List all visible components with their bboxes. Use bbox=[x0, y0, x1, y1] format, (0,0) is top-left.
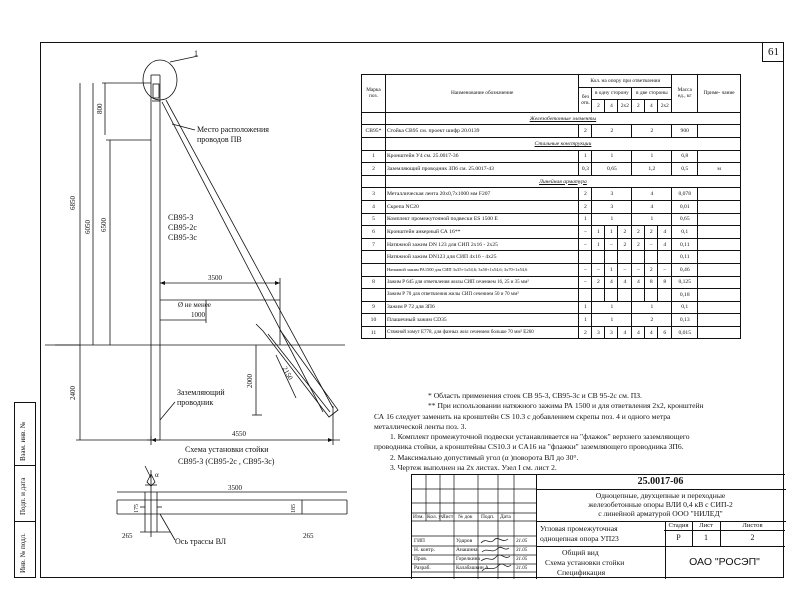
row-qty: 2 bbox=[645, 226, 658, 239]
spec-row bbox=[362, 163, 741, 176]
row-mass: 900 bbox=[672, 125, 698, 138]
row-qty: 1 bbox=[579, 150, 592, 163]
sheet-number: 61 bbox=[762, 42, 784, 62]
row-qty: 4 bbox=[632, 200, 672, 213]
row-mark bbox=[362, 251, 386, 264]
spec-row bbox=[362, 213, 741, 226]
role-gip-date: 31.05 bbox=[516, 539, 528, 544]
row-name: Натяжной зажим DN123 для СИП 4х16 - 4х25 bbox=[385, 251, 579, 264]
row-qty: 2 bbox=[632, 226, 645, 239]
row-qty: 2 bbox=[592, 125, 632, 138]
section-steel-label: Стальные конструкции bbox=[385, 137, 740, 150]
row-note bbox=[698, 226, 741, 239]
rev-col-sheet: Лист bbox=[442, 514, 454, 520]
spec-row bbox=[362, 200, 741, 213]
role-nkontr-date: 31.05 bbox=[516, 548, 528, 553]
row-qty: 1 bbox=[592, 238, 605, 251]
note-line: СА 16 следует заменить на кронштейн CS 10.3 с добавлением скрепы поз. 4 и одного метра bbox=[374, 411, 671, 421]
spec-row bbox=[362, 301, 741, 314]
row-mass: 0,1 bbox=[672, 301, 698, 314]
rev-col-qty: Кол. уч bbox=[427, 514, 444, 520]
hdr-one-side: в одну сторону bbox=[592, 87, 632, 100]
hdr-c4b: 4 bbox=[645, 100, 658, 113]
hdr-qty: Кол. на опору при ответвлении bbox=[579, 75, 672, 88]
row-qty: 4 bbox=[645, 326, 658, 339]
role-razrab-name: Калабашкин А. bbox=[456, 565, 490, 571]
row-qty bbox=[579, 251, 592, 264]
plan-dim-175: 175 bbox=[134, 504, 140, 513]
row-qty: 4 bbox=[605, 276, 618, 289]
scheme-title-line2: СВ95-3 (СВ95-2с , СВ95-3с) bbox=[178, 457, 275, 466]
stage-label: Стадия bbox=[668, 522, 689, 529]
role-prov-name: Горелкина bbox=[456, 556, 480, 562]
row-qty: 2 bbox=[579, 125, 592, 138]
row-qty: 4 bbox=[658, 238, 672, 251]
part-title-line1: Угловая промежуточная bbox=[540, 524, 618, 533]
row-qty: – bbox=[579, 276, 592, 289]
row-qty: 3 bbox=[605, 326, 618, 339]
title-block bbox=[411, 474, 785, 579]
note-line: * Область применения стоек СВ 95-3, СВ95-3с и СВ 95-2с см. ПЗ. bbox=[428, 391, 642, 400]
row-mark: 10 bbox=[362, 314, 386, 327]
dim-3500: 3500 bbox=[208, 274, 222, 282]
hdr-c2x2b: 2х2 bbox=[658, 100, 672, 113]
row-qty: 4 bbox=[658, 226, 672, 239]
row-mark: 1 bbox=[362, 150, 386, 163]
rev-col-sign: Подп. bbox=[481, 514, 495, 520]
spec-row bbox=[362, 150, 741, 163]
row-note bbox=[698, 238, 741, 251]
dim-6500: 6500 bbox=[100, 218, 108, 232]
row-name: Кронштейн У4 см. 25.0017-36 bbox=[385, 150, 579, 163]
pole-type-1: СВ95-3 bbox=[168, 213, 194, 222]
row-qty: 1 bbox=[632, 150, 672, 163]
hdr-two-sides: в две стороны bbox=[632, 87, 672, 100]
hdr-c2b: 2 bbox=[632, 100, 645, 113]
row-qty: 2 bbox=[645, 263, 658, 276]
role-razrab: Разраб. bbox=[414, 565, 431, 571]
row-mark: 9 bbox=[362, 301, 386, 314]
row-qty: – bbox=[579, 238, 592, 251]
row-mark bbox=[362, 289, 386, 302]
plan-dim-185: 185 bbox=[291, 504, 297, 513]
row-qty: 0,65 bbox=[592, 163, 632, 176]
row-qty: 1 bbox=[579, 213, 592, 226]
role-prov-date: 31.05 bbox=[516, 557, 528, 562]
dim-2150: 2150 bbox=[280, 365, 295, 382]
row-qty: 8 bbox=[658, 276, 672, 289]
row-name: Стяжной хомут Е778, для фазных жил сечением больше 70 мм² Е260 bbox=[385, 326, 579, 339]
doc-desc-line3: с линейной арматурой ООО "НИЛЕД" bbox=[598, 509, 723, 518]
row-mass: 0,11 bbox=[672, 251, 698, 264]
spec-row bbox=[362, 289, 741, 302]
note-line: 3. Чертеж выполнен на 2х листах. Узел I см. лист 2. bbox=[390, 463, 557, 473]
row-qty bbox=[592, 251, 605, 264]
row-qty: 2 bbox=[632, 125, 672, 138]
row-qty: 1 bbox=[592, 314, 632, 327]
note-line: 1. Комплект промежуточной подвески устанавливается на "флажок" верхнего заземляющего bbox=[390, 432, 690, 442]
dim-2400: 2400 bbox=[69, 386, 77, 400]
dim-1000: 1000 bbox=[191, 311, 205, 319]
row-note: м bbox=[698, 163, 741, 176]
row-qty: 2 bbox=[579, 326, 592, 339]
row-note bbox=[698, 326, 741, 339]
row-qty bbox=[658, 289, 672, 302]
row-qty: 2 bbox=[618, 238, 632, 251]
spec-row bbox=[362, 238, 741, 251]
spec-row bbox=[362, 188, 741, 201]
row-name: Зажим Р 645 для ответвления жилы СИП сечением 16, 25 и 35 мм² bbox=[385, 276, 579, 289]
hdr-mark: Марка поз. bbox=[362, 75, 386, 113]
pole-type-2: СВ95-2с bbox=[168, 223, 197, 232]
row-mass: 0,13 bbox=[672, 314, 698, 327]
row-mark: 4 bbox=[362, 200, 386, 213]
row-note bbox=[698, 301, 741, 314]
row-mark: 2 bbox=[362, 163, 386, 176]
view-line3: Спецификация bbox=[557, 568, 606, 577]
rev-col-doc: № док bbox=[458, 514, 473, 520]
row-name: Натяжной зажим РА1500 для СИП 3х35+1х54,6; 3х50+1х54,6; 3х70+1х54,6 bbox=[385, 263, 579, 276]
row-qty bbox=[645, 289, 658, 302]
row-qty: 1 bbox=[632, 301, 672, 314]
role-prov: Пров. bbox=[414, 556, 428, 562]
scheme-title-line1: Схема установки стойки bbox=[185, 445, 269, 454]
doc-desc-line1: Одноцепные, двухцепные и переходные bbox=[595, 491, 726, 500]
row-qty: – bbox=[645, 238, 658, 251]
stage-value: Р bbox=[676, 533, 681, 542]
row-qty bbox=[592, 289, 605, 302]
row-qty: 4 bbox=[618, 276, 632, 289]
row-qty: 4 bbox=[618, 326, 632, 339]
row-name: Комплект промежуточной подвески ES 1500 E bbox=[385, 213, 579, 226]
row-mark: 5 bbox=[362, 213, 386, 226]
sheets-value: 2 bbox=[750, 533, 755, 542]
role-nkontr-name: Анашина bbox=[456, 547, 478, 553]
spec-row bbox=[362, 125, 741, 138]
row-mass: 0,18 bbox=[672, 289, 698, 302]
hdr-name: Наименование обозначение bbox=[385, 75, 579, 113]
row-mass: 0,015 bbox=[672, 326, 698, 339]
row-qty: 4 bbox=[632, 188, 672, 201]
spec-row bbox=[362, 226, 741, 239]
dim-6850: 6850 bbox=[69, 196, 77, 210]
plan-dim-265a: 265 bbox=[122, 532, 133, 540]
row-qty: 2 bbox=[579, 200, 592, 213]
row-qty: – bbox=[632, 263, 645, 276]
sheet-value: 1 bbox=[704, 533, 708, 542]
row-name: Заземляющий проводник ЗП6 см. 25.0017-43 bbox=[385, 163, 579, 176]
alpha-label: α bbox=[155, 471, 159, 479]
row-qty: 2 bbox=[592, 276, 605, 289]
rev-col-date: Дата bbox=[500, 514, 511, 520]
spec-row bbox=[362, 263, 741, 276]
row-qty: 1 bbox=[592, 301, 632, 314]
row-qty: – bbox=[579, 226, 592, 239]
row-qty: – bbox=[605, 238, 618, 251]
plan-dim-3500: 3500 bbox=[228, 484, 242, 492]
signatures bbox=[478, 535, 514, 579]
hdr-mass: Масса ед., кг bbox=[672, 75, 698, 113]
row-name: Скрепа NC20 bbox=[385, 200, 579, 213]
axis-label: Ось трассы ВЛ bbox=[175, 537, 227, 546]
row-name: Металлическая лента 20х0,7х1000 мм F207 bbox=[385, 188, 579, 201]
row-qty: 1 bbox=[592, 150, 632, 163]
row-note bbox=[698, 314, 741, 327]
row-qty: 4 bbox=[632, 326, 645, 339]
row-qty: – bbox=[592, 263, 605, 276]
role-nkontr: Н. контр. bbox=[414, 547, 435, 553]
hdr-c2a: 2 bbox=[592, 100, 605, 113]
row-qty: 3 bbox=[592, 200, 632, 213]
spec-row bbox=[362, 251, 741, 264]
row-mass: 0,1 bbox=[672, 226, 698, 239]
row-qty bbox=[632, 251, 645, 264]
row-name: Зажим Р 70 для ответвления жилы СИП сечением 50 и 70 мм² bbox=[385, 289, 579, 302]
row-mass: 0,11 bbox=[672, 238, 698, 251]
row-note bbox=[698, 289, 741, 302]
dim-2000: 2000 bbox=[246, 374, 254, 388]
row-name: Натяжной зажим DN 123 для СИП 2х16 - 2х25 bbox=[385, 238, 579, 251]
row-qty: 3 bbox=[592, 188, 632, 201]
row-qty: 2 bbox=[632, 238, 645, 251]
row-qty bbox=[632, 289, 645, 302]
row-mark: 11 bbox=[362, 326, 386, 339]
note-line: ** При использовании натяжного зажима РА 1500 и для ответвления 2х2, кронштейн bbox=[428, 401, 704, 411]
row-qty: – bbox=[658, 263, 672, 276]
hdr-c2x2a: 2х2 bbox=[618, 100, 632, 113]
row-qty: 1 bbox=[605, 226, 618, 239]
side-replace-label: Взам. инв. № bbox=[19, 421, 27, 461]
note-line: 2. Максимально допустимый угол (α )поворота ВЛ до 30°. bbox=[390, 452, 579, 462]
row-mark: 6 bbox=[362, 226, 386, 239]
row-qty bbox=[579, 289, 592, 302]
callout-number: 1 bbox=[194, 49, 198, 58]
row-qty: 4 bbox=[632, 276, 645, 289]
row-qty: 1 bbox=[592, 213, 632, 226]
row-note bbox=[698, 125, 741, 138]
row-qty: 0,3 bbox=[579, 163, 592, 176]
view-line1: Общий вид bbox=[562, 548, 599, 557]
hdr-c4a: 4 bbox=[605, 100, 618, 113]
sheet-label: Лист bbox=[699, 522, 713, 529]
ground-label-line2: проводник bbox=[177, 398, 214, 407]
dim-6050: 6050 bbox=[84, 220, 92, 234]
role-razrab-date: 31.05 bbox=[516, 566, 528, 571]
spec-header-row-1 bbox=[362, 75, 741, 88]
section-fittings-label: Линейная арматура bbox=[385, 175, 740, 188]
row-mark bbox=[362, 263, 386, 276]
part-title-line2: одноцепная опора УП23 bbox=[540, 534, 619, 543]
section-concrete-label: Железобетонные элементы bbox=[385, 112, 740, 125]
dim-4550: 4550 bbox=[232, 430, 246, 438]
row-name: Зажим Р 72 для ЗП6 bbox=[385, 301, 579, 314]
spec-row bbox=[362, 276, 741, 289]
row-mass: 6,8 bbox=[672, 150, 698, 163]
row-note bbox=[698, 251, 741, 264]
row-qty: 2 bbox=[579, 188, 592, 201]
doc-desc-line2: железобетонные опоры ВЛИ 0,4 кВ с СИП-2 bbox=[588, 500, 733, 509]
spec-table bbox=[361, 74, 741, 339]
row-qty: 3 bbox=[592, 326, 605, 339]
row-qty: 6 bbox=[658, 326, 672, 339]
row-qty: 1 bbox=[605, 263, 618, 276]
section-concrete bbox=[362, 112, 741, 125]
view-line2: Схема установки стойки bbox=[545, 558, 625, 567]
row-name: Стойка СВ95 см. проект шифр 20.0139 bbox=[385, 125, 579, 138]
row-mass: 0,01 bbox=[672, 200, 698, 213]
row-qty bbox=[645, 251, 658, 264]
row-note bbox=[698, 276, 741, 289]
row-note bbox=[698, 188, 741, 201]
row-qty: 1 bbox=[579, 314, 592, 327]
pb-label-line2: проводов ПВ bbox=[197, 135, 242, 144]
row-qty: 8 bbox=[645, 276, 658, 289]
min-label: Ø не менее bbox=[178, 301, 211, 309]
row-mass: 0,65 bbox=[672, 213, 698, 226]
sheets-label: Листов bbox=[742, 522, 763, 529]
row-note bbox=[698, 263, 741, 276]
row-qty: 1 bbox=[632, 213, 672, 226]
row-qty: 2 bbox=[618, 226, 632, 239]
revision-grid bbox=[412, 475, 538, 579]
row-qty bbox=[618, 251, 632, 264]
pole-type-3: СВ95-3с bbox=[168, 233, 197, 242]
role-gip-name: Ударов bbox=[456, 538, 473, 544]
row-note bbox=[698, 213, 741, 226]
row-qty: 2 bbox=[632, 314, 672, 327]
row-qty bbox=[605, 289, 618, 302]
row-qty bbox=[605, 251, 618, 264]
plan-dim-265b: 265 bbox=[303, 532, 314, 540]
section-fittings bbox=[362, 175, 741, 188]
row-qty: 1 bbox=[592, 226, 605, 239]
hdr-note: Приме- чание bbox=[698, 75, 741, 113]
rev-col-izm: Изм. bbox=[413, 514, 424, 520]
hdr-none: без отв. bbox=[579, 87, 592, 112]
spec-row bbox=[362, 314, 741, 327]
row-name: Кронштейн анкерный СА 16** bbox=[385, 226, 579, 239]
doc-code: 25.0017-06 bbox=[637, 476, 684, 487]
row-mark: 3 bbox=[362, 188, 386, 201]
row-qty: 1,2 bbox=[632, 163, 672, 176]
row-qty bbox=[618, 289, 632, 302]
row-name: Плашечный зажим CD35 bbox=[385, 314, 579, 327]
note-line: металлической ленты поз. 3. bbox=[374, 421, 467, 431]
row-mass: 0,5 bbox=[672, 163, 698, 176]
row-mark: 7 bbox=[362, 238, 386, 251]
row-qty: – bbox=[579, 263, 592, 276]
row-mass: 0,078 bbox=[672, 188, 698, 201]
dim-800: 800 bbox=[96, 103, 104, 114]
row-mark: СВ95* bbox=[362, 125, 386, 138]
side-sign-label: Подп. и дата bbox=[19, 477, 27, 515]
section-steel bbox=[362, 137, 741, 150]
ground-label-line1: Заземляющий bbox=[177, 388, 225, 397]
row-mark: 8 bbox=[362, 276, 386, 289]
note-line: проводника стойки, а кронштейны CS10.3 и CA16 на "флажки" заземляющего проводника ЗП6. bbox=[374, 442, 684, 452]
row-mass: 0,125 bbox=[672, 276, 698, 289]
company-name: ОАО "РОСЭП" bbox=[689, 556, 760, 568]
row-qty: – bbox=[618, 263, 632, 276]
row-note bbox=[698, 200, 741, 213]
row-note bbox=[698, 150, 741, 163]
row-qty: 1 bbox=[579, 301, 592, 314]
pb-label-line1: Место расположения bbox=[197, 125, 269, 134]
row-qty bbox=[658, 251, 672, 264]
notes bbox=[374, 391, 704, 473]
spec-row bbox=[362, 326, 741, 339]
side-inv-label: Инв. № подл. bbox=[19, 533, 27, 573]
role-gip: ГИП bbox=[414, 538, 425, 544]
row-mass: 0,46 bbox=[672, 263, 698, 276]
